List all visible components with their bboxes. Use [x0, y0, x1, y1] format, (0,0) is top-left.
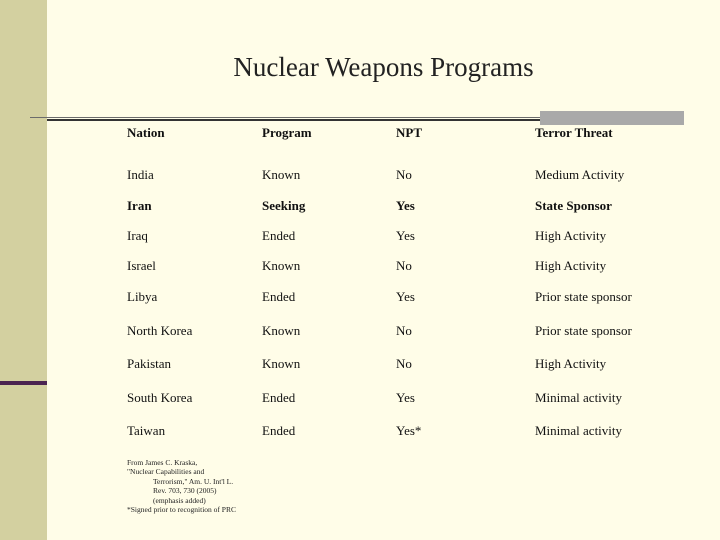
- cell-nation: Pakistan: [127, 356, 172, 371]
- cell-threat: Prior state sponsor: [535, 289, 632, 304]
- cell-npt: No: [396, 356, 412, 371]
- footnote-asterisk-note: *Signed prior to recognition of PRC: [127, 505, 236, 515]
- cell-program: Known: [262, 167, 301, 182]
- cell-nation: Taiwan: [127, 423, 166, 438]
- cell-nation: South Korea: [127, 390, 193, 405]
- table-row: [127, 356, 687, 380]
- footnote-line: Rev. 703, 730 (2005): [153, 486, 217, 496]
- footnote-line: From James C. Kraska,: [127, 458, 198, 467]
- header-terror-threat: Terror Threat: [535, 125, 613, 140]
- table-row: [127, 228, 687, 252]
- cell-npt: Yes: [396, 228, 415, 243]
- table-row: [127, 258, 687, 282]
- cell-threat: Minimal activity: [535, 423, 623, 438]
- table-header-row: [127, 125, 687, 149]
- table-row: [127, 167, 687, 191]
- cell-program: Known: [262, 323, 301, 338]
- cell-threat: Medium Activity: [535, 167, 625, 182]
- cell-npt: Yes: [396, 198, 415, 213]
- cell-program: Ended: [262, 423, 296, 438]
- cell-threat: High Activity: [535, 356, 607, 371]
- cell-npt: No: [396, 323, 412, 338]
- cell-nation: Israel: [127, 258, 156, 273]
- page-title: Nuclear Weapons Programs: [233, 52, 534, 82]
- cell-npt: Yes*: [396, 423, 422, 438]
- cell-npt: Yes: [396, 390, 415, 405]
- table-row: [127, 423, 687, 447]
- cell-program: Known: [262, 356, 301, 371]
- header-nation: Nation: [127, 125, 165, 140]
- table-row: [127, 289, 687, 313]
- side-bar: [0, 0, 47, 540]
- cell-npt: Yes: [396, 289, 415, 304]
- cell-threat: High Activity: [535, 228, 607, 243]
- cell-program: Known: [262, 258, 301, 273]
- cell-program: Ended: [262, 289, 296, 304]
- cell-npt: No: [396, 167, 412, 182]
- header-npt: NPT: [396, 125, 422, 140]
- cell-nation: Iraq: [127, 228, 148, 243]
- table-row: [127, 323, 687, 347]
- table-row: [127, 390, 687, 414]
- source-footnote: [127, 458, 277, 514]
- footnote-line: "Nuclear Capabilities and: [127, 467, 205, 477]
- cell-program: Seeking: [262, 198, 306, 213]
- cell-threat: Prior state sponsor: [535, 323, 632, 338]
- footnote-line: (emphasis added): [153, 495, 206, 505]
- side-bar-accent: [0, 381, 47, 385]
- cell-threat: State Sponsor: [535, 198, 612, 213]
- table-row: [127, 198, 687, 222]
- cell-program: Ended: [262, 390, 296, 405]
- header-program: Program: [262, 125, 312, 140]
- title-rule-tab: [540, 111, 684, 125]
- cell-nation: Libya: [127, 289, 158, 304]
- cell-program: Ended: [262, 228, 296, 243]
- cell-threat: Minimal activity: [535, 390, 623, 405]
- cell-npt: No: [396, 258, 412, 273]
- cell-threat: High Activity: [535, 258, 607, 273]
- cell-nation: North Korea: [127, 323, 193, 338]
- cell-nation: Iran: [127, 198, 152, 213]
- cell-nation: India: [127, 167, 154, 182]
- footnote-line: Terrorism," Am. U. Int'l L.: [153, 476, 234, 486]
